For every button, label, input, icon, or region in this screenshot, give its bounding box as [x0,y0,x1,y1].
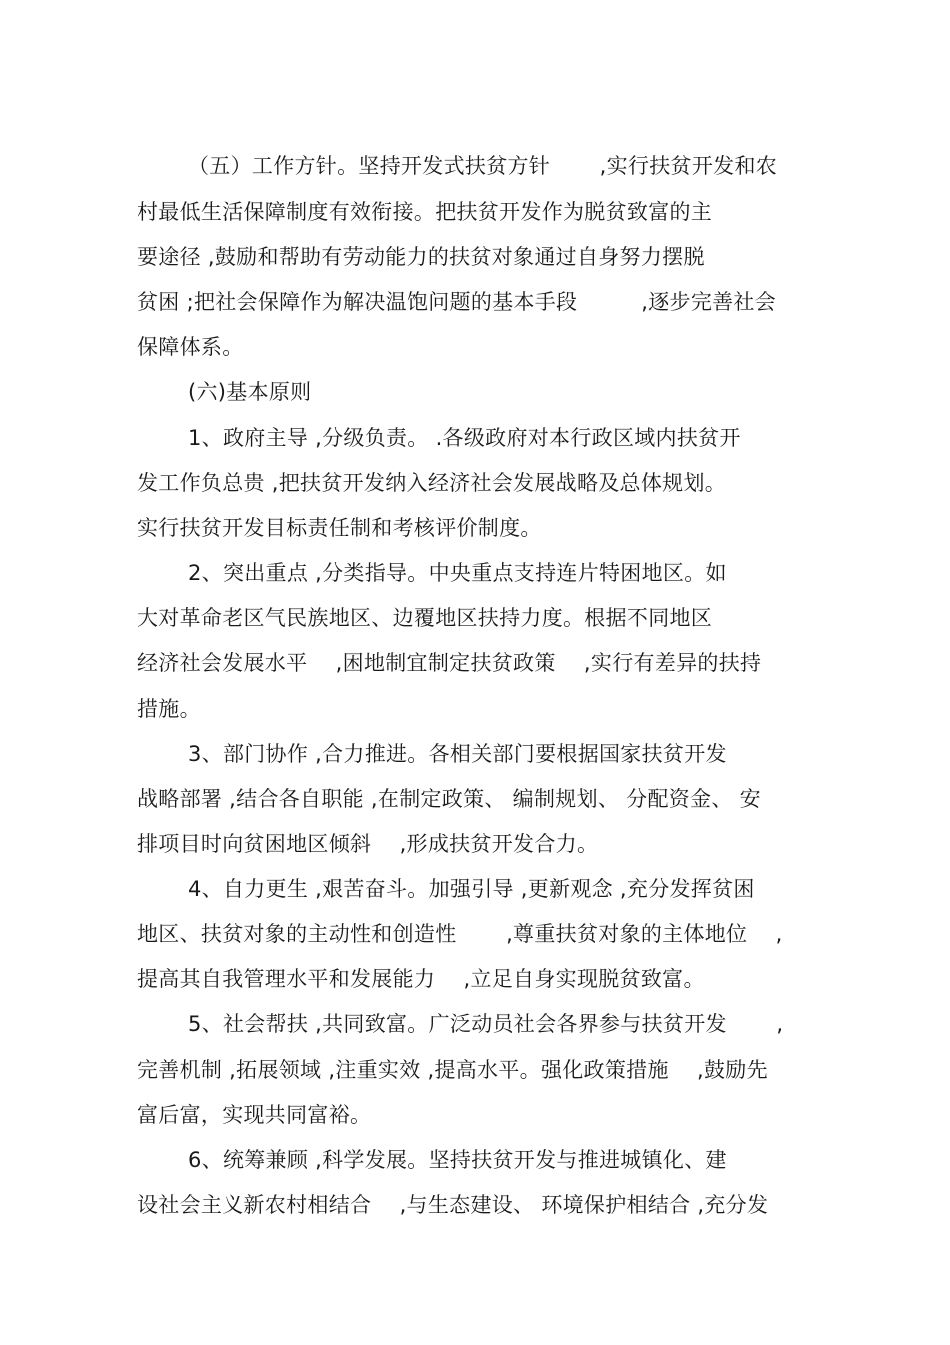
section-heading: (六)基本原则 [188,380,312,404]
text-line-23: 6、统筹兼顾 ,科学发展。坚持扶贫开发与推进城镇化、建 [188,1148,727,1172]
text-line-13: 措施。 [137,697,201,721]
text-line-16: 排项目时向贫困地区倾斜 ,形成扶贫开发合力。 [137,832,599,856]
text-line-12: 经济社会发展水平 ,困地制宜制定扶贫政策 ,实行有差异的扶持 [137,651,762,675]
text-line-9: 实行扶贫开发目标责任制和考核评价制度。 [137,516,542,540]
text-line-24: 设社会主义新农村相结合 ,与生态建设、 环境保护相结合 ,充分发 [137,1193,769,1217]
text-line-15: 战略部署 ,结合各自职能 ,在制定政策、 编制规划、 分配资金、 安 [137,787,761,811]
text-line-20: 5、社会帮扶 ,共同致富。广泛动员社会各界参与扶贫开发 , [188,1012,784,1036]
text-line-21: 完善机制 ,拓展领域 ,注重实效 ,提高水平。强化政策措施 ,鼓励先 [137,1058,768,1082]
text-line-7: 1、政府主导 ,分级负责。 .各级政府对本行政区域内扶贫开 [188,426,741,450]
text-line-8: 发工作负总贵 ,把扶贫开发纳入经济社会发展战略及总体规划。 [137,471,727,495]
text-line-10: 2、突出重点 ,分类指导。中央重点支持连片特困地区。如 [188,561,727,585]
text-line-11: 大对革命老区气民族地区、边覆地区扶持力度。根据不同地区 [137,606,713,630]
text-line-14: 3、部门协作 ,合力推进。各相关部门要根据国家扶贫开发 [188,742,727,766]
text-line-2: 村最低生活保障制度有效衔接。把扶贫开发作为脱贫致富的主 [137,200,713,224]
text-line-5: 保障体系。 [137,335,244,359]
text-line-17: 4、自力更生 ,艰苦奋斗。加强引导 ,更新观念 ,充分发挥贫困 [188,877,755,901]
text-line-22: 富后富，实现共同富裕。 [137,1103,372,1127]
text-line-19: 提高其自我管理水平和发展能力 ,立足自身实现脱贫致富。 [137,967,705,991]
text-line-1: （五）工作方针。坚持开发式扶贫方针 ,实行扶贫开发和农 [188,154,778,178]
text-line-18: 地区、扶贫对象的主动性和创造性 ,尊重扶贫对象的主体地位 , [137,922,783,946]
text-line-4: 贫困 ;把社会保障作为解决温饱问题的基本手段 ,逐步完善社会 [137,290,777,314]
text-line-3: 要途径 ,鼓励和帮助有劳动能力的扶贫对象通过自身努力摆脱 [137,245,705,269]
